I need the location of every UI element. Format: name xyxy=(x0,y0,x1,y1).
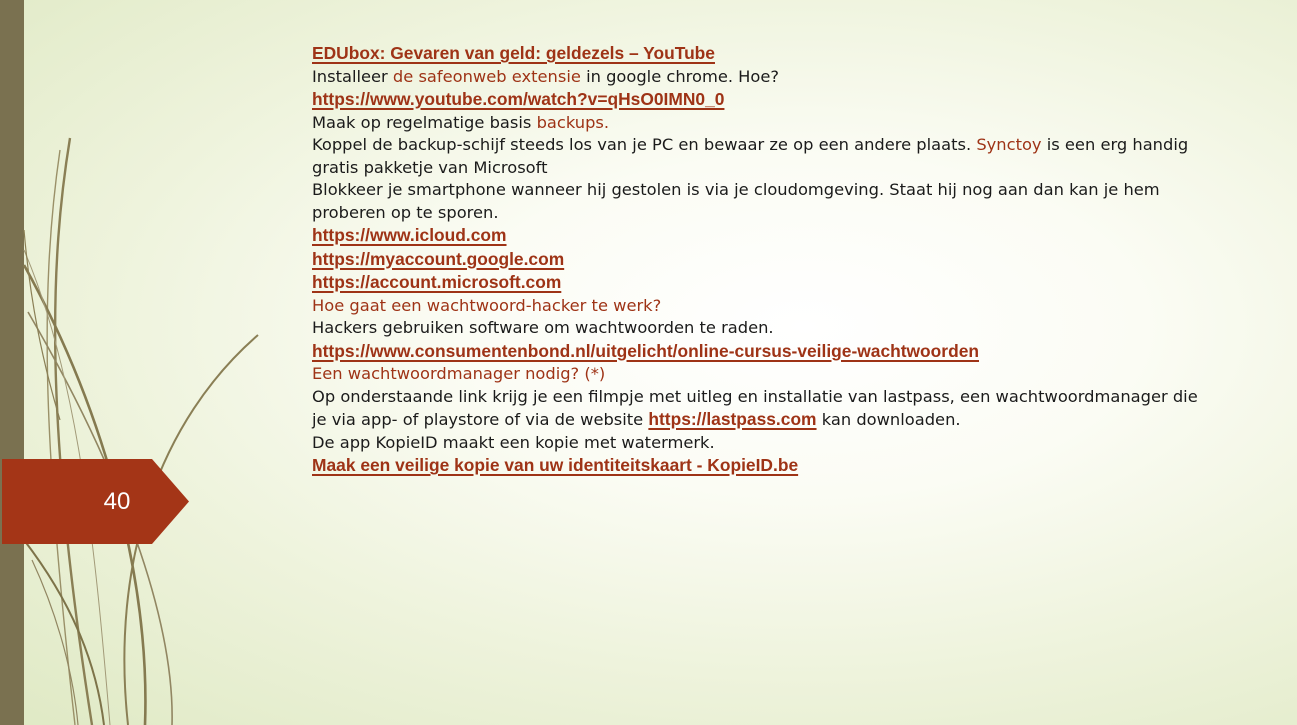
icloud-link[interactable]: https://www.icloud.com xyxy=(312,225,507,245)
slide-content xyxy=(312,42,1212,478)
kopieid-text: De app KopieID maakt een kopie met watermerk. xyxy=(312,432,715,452)
block-edubox xyxy=(312,42,1212,66)
safeonweb-highlight: de safeonweb extensie xyxy=(392,66,581,86)
block-backups xyxy=(312,112,1212,180)
backups-line2-before: Koppel de backup-schijf steeds los van je PC en bewaar ze op een andere plaats. xyxy=(312,135,977,154)
password-hacker-heading: Hoe gaat een wachtwoord-hacker te werk? xyxy=(312,295,662,315)
edubox-link[interactable]: EDUbox: Gevaren van geld: geldezels – YouTube xyxy=(312,43,715,63)
slide-number: 40 xyxy=(103,488,131,515)
lastpass-link[interactable]: https://lastpass.com xyxy=(648,409,817,429)
password-manager-text-after: kan downloaden. xyxy=(816,410,961,429)
password-hacker-text: Hackers gebruiken software om wachtwoorden te raden. xyxy=(312,318,774,337)
block-password-hacker xyxy=(312,295,1212,364)
password-manager-heading: Een wachtwoordmanager nodig? (*) xyxy=(312,364,606,383)
backups-highlight: backups. xyxy=(536,112,610,132)
safeonweb-text-before: Installeer xyxy=(312,66,393,86)
backups-line2-after: is een erg handig gratis pakketje van Microsoft xyxy=(312,135,1189,177)
block-safeonweb xyxy=(312,66,1212,112)
google-account-link[interactable]: https://myaccount.google.com xyxy=(312,248,565,269)
smartphone-text: Blokkeer je smartphone wanneer hij gestolen is via je cloudomgeving. Staat hij nog aan dan kan je hem proberen op te sporen. xyxy=(312,180,1160,222)
block-kopieid xyxy=(312,432,1212,478)
safeonweb-text-after: in google chrome. Hoe? xyxy=(580,66,780,86)
microsoft-account-link[interactable]: https://account.microsoft.com xyxy=(312,272,562,292)
youtube-link[interactable]: https://www.youtube.com/watch?v=qHsO0IMN0_0 xyxy=(312,89,725,109)
kopieid-link[interactable]: Maak een veilige kopie van uw identiteitskaart - KopieID.be xyxy=(312,455,799,475)
block-smartphone xyxy=(312,179,1212,295)
backups-line1-text: Maak op regelmatige basis xyxy=(312,112,537,132)
consumentenbond-link[interactable]: https://www.consumentenbond.nl/uitgelicht/online-cursus-veilige-wachtwoorden xyxy=(312,340,979,361)
block-password-manager xyxy=(312,363,1212,432)
password-manager-text-before: Op onderstaande link krijg je een filmpje met uitleg en installatie van lastpass, een wachtwoordmanager die je via app- of playstore of via de website xyxy=(312,386,1198,429)
decorative-curves xyxy=(0,0,300,725)
synctoy-highlight: Synctoy xyxy=(976,135,1042,154)
